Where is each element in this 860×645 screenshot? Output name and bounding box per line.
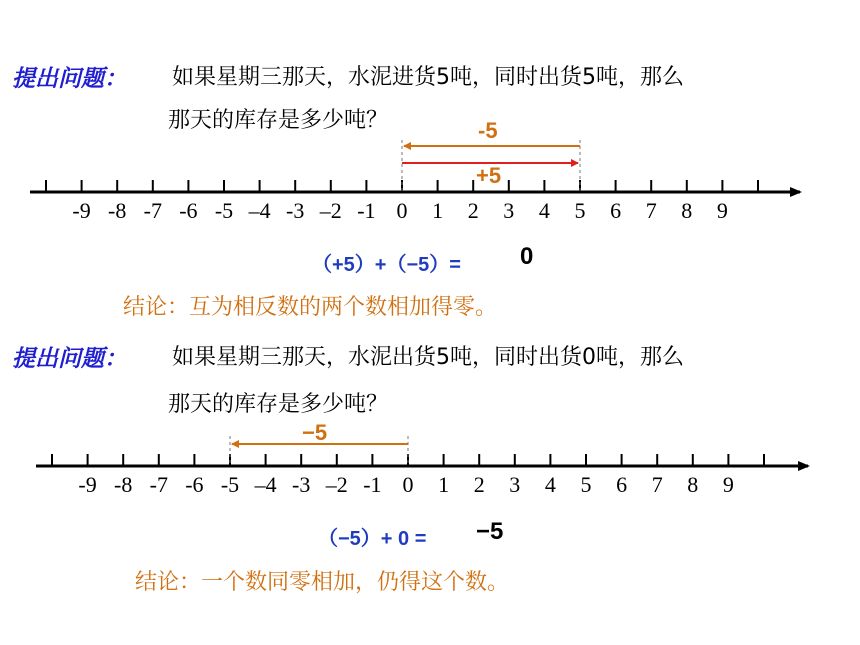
tick-label: -3 xyxy=(292,472,311,497)
tick-label: 1 xyxy=(438,472,450,497)
tick-label: 8 xyxy=(681,198,693,223)
tick-label: -9 xyxy=(72,198,91,223)
tick-label: –4 xyxy=(248,198,271,223)
tick-label: -8 xyxy=(114,472,133,497)
tick-label: –2 xyxy=(325,472,348,497)
tick-label: 8 xyxy=(687,472,699,497)
number-line-1-labels xyxy=(72,198,727,223)
tick-label: 3 xyxy=(509,472,521,497)
tick-label: 7 xyxy=(645,198,657,223)
tick-label: 9 xyxy=(722,472,734,497)
tick-label: 4 xyxy=(538,198,550,223)
tick-label: -1 xyxy=(357,198,376,223)
tick-label: 6 xyxy=(610,198,622,223)
tick-label: 5 xyxy=(574,198,586,223)
problem1-question-line1: 如果星期三那天，水泥进货5吨，同时出货5吨，那么 xyxy=(172,65,684,90)
equation-1: （+5）+（−5）= xyxy=(312,254,461,276)
problem2-label: 提出问题： xyxy=(12,345,127,372)
tick-label: 5 xyxy=(580,472,592,497)
conclusion-2: 结论：一个数同零相加，仍得这个数。 xyxy=(135,570,510,595)
number-line-2-labels xyxy=(78,472,733,497)
tick-label: -5 xyxy=(220,472,240,497)
problem2-question-line1: 如果星期三那天，水泥出货5吨，同时出货0吨，那么 xyxy=(172,345,684,370)
tick-label: 6 xyxy=(616,472,628,497)
tick-label: -6 xyxy=(179,198,198,223)
tick-label: 2 xyxy=(473,472,485,497)
tick-label: -5 xyxy=(214,198,234,223)
tick-label: –2 xyxy=(319,198,342,223)
tick-label: –4 xyxy=(254,472,277,497)
tick-label: 0 xyxy=(402,472,414,497)
tick-label: -7 xyxy=(149,472,168,497)
tick-label: 1 xyxy=(432,198,444,223)
tick-label: 9 xyxy=(716,198,728,223)
problem1-question-line2: 那天的库存是多少吨？ xyxy=(168,108,389,133)
arrow-plus5-label: +5 xyxy=(476,163,502,188)
tick-label: 0 xyxy=(396,198,408,223)
tick-label: -3 xyxy=(286,198,305,223)
tick-label: -6 xyxy=(185,472,204,497)
answer-2: −5 xyxy=(476,518,504,545)
equation-2: （−5）+ 0 = xyxy=(318,528,427,550)
tick-label: -7 xyxy=(143,198,162,223)
tick-label: 4 xyxy=(544,472,556,497)
answer-1: 0 xyxy=(520,243,534,270)
tick-label: -9 xyxy=(78,472,97,497)
tick-label: 2 xyxy=(467,198,479,223)
tick-label: -1 xyxy=(363,472,382,497)
tick-label: 3 xyxy=(503,198,515,223)
arrow-minus5-label: -5 xyxy=(478,118,498,143)
tick-label: -8 xyxy=(108,198,127,223)
problem2-question-line2: 那天的库存是多少吨？ xyxy=(168,392,389,417)
tick-label: 7 xyxy=(651,472,663,497)
arrow-neg5-label: −5 xyxy=(302,420,328,445)
problem1-label: 提出问题： xyxy=(12,65,127,92)
conclusion-1: 结论：互为相反数的两个数相加得零。 xyxy=(123,295,498,320)
